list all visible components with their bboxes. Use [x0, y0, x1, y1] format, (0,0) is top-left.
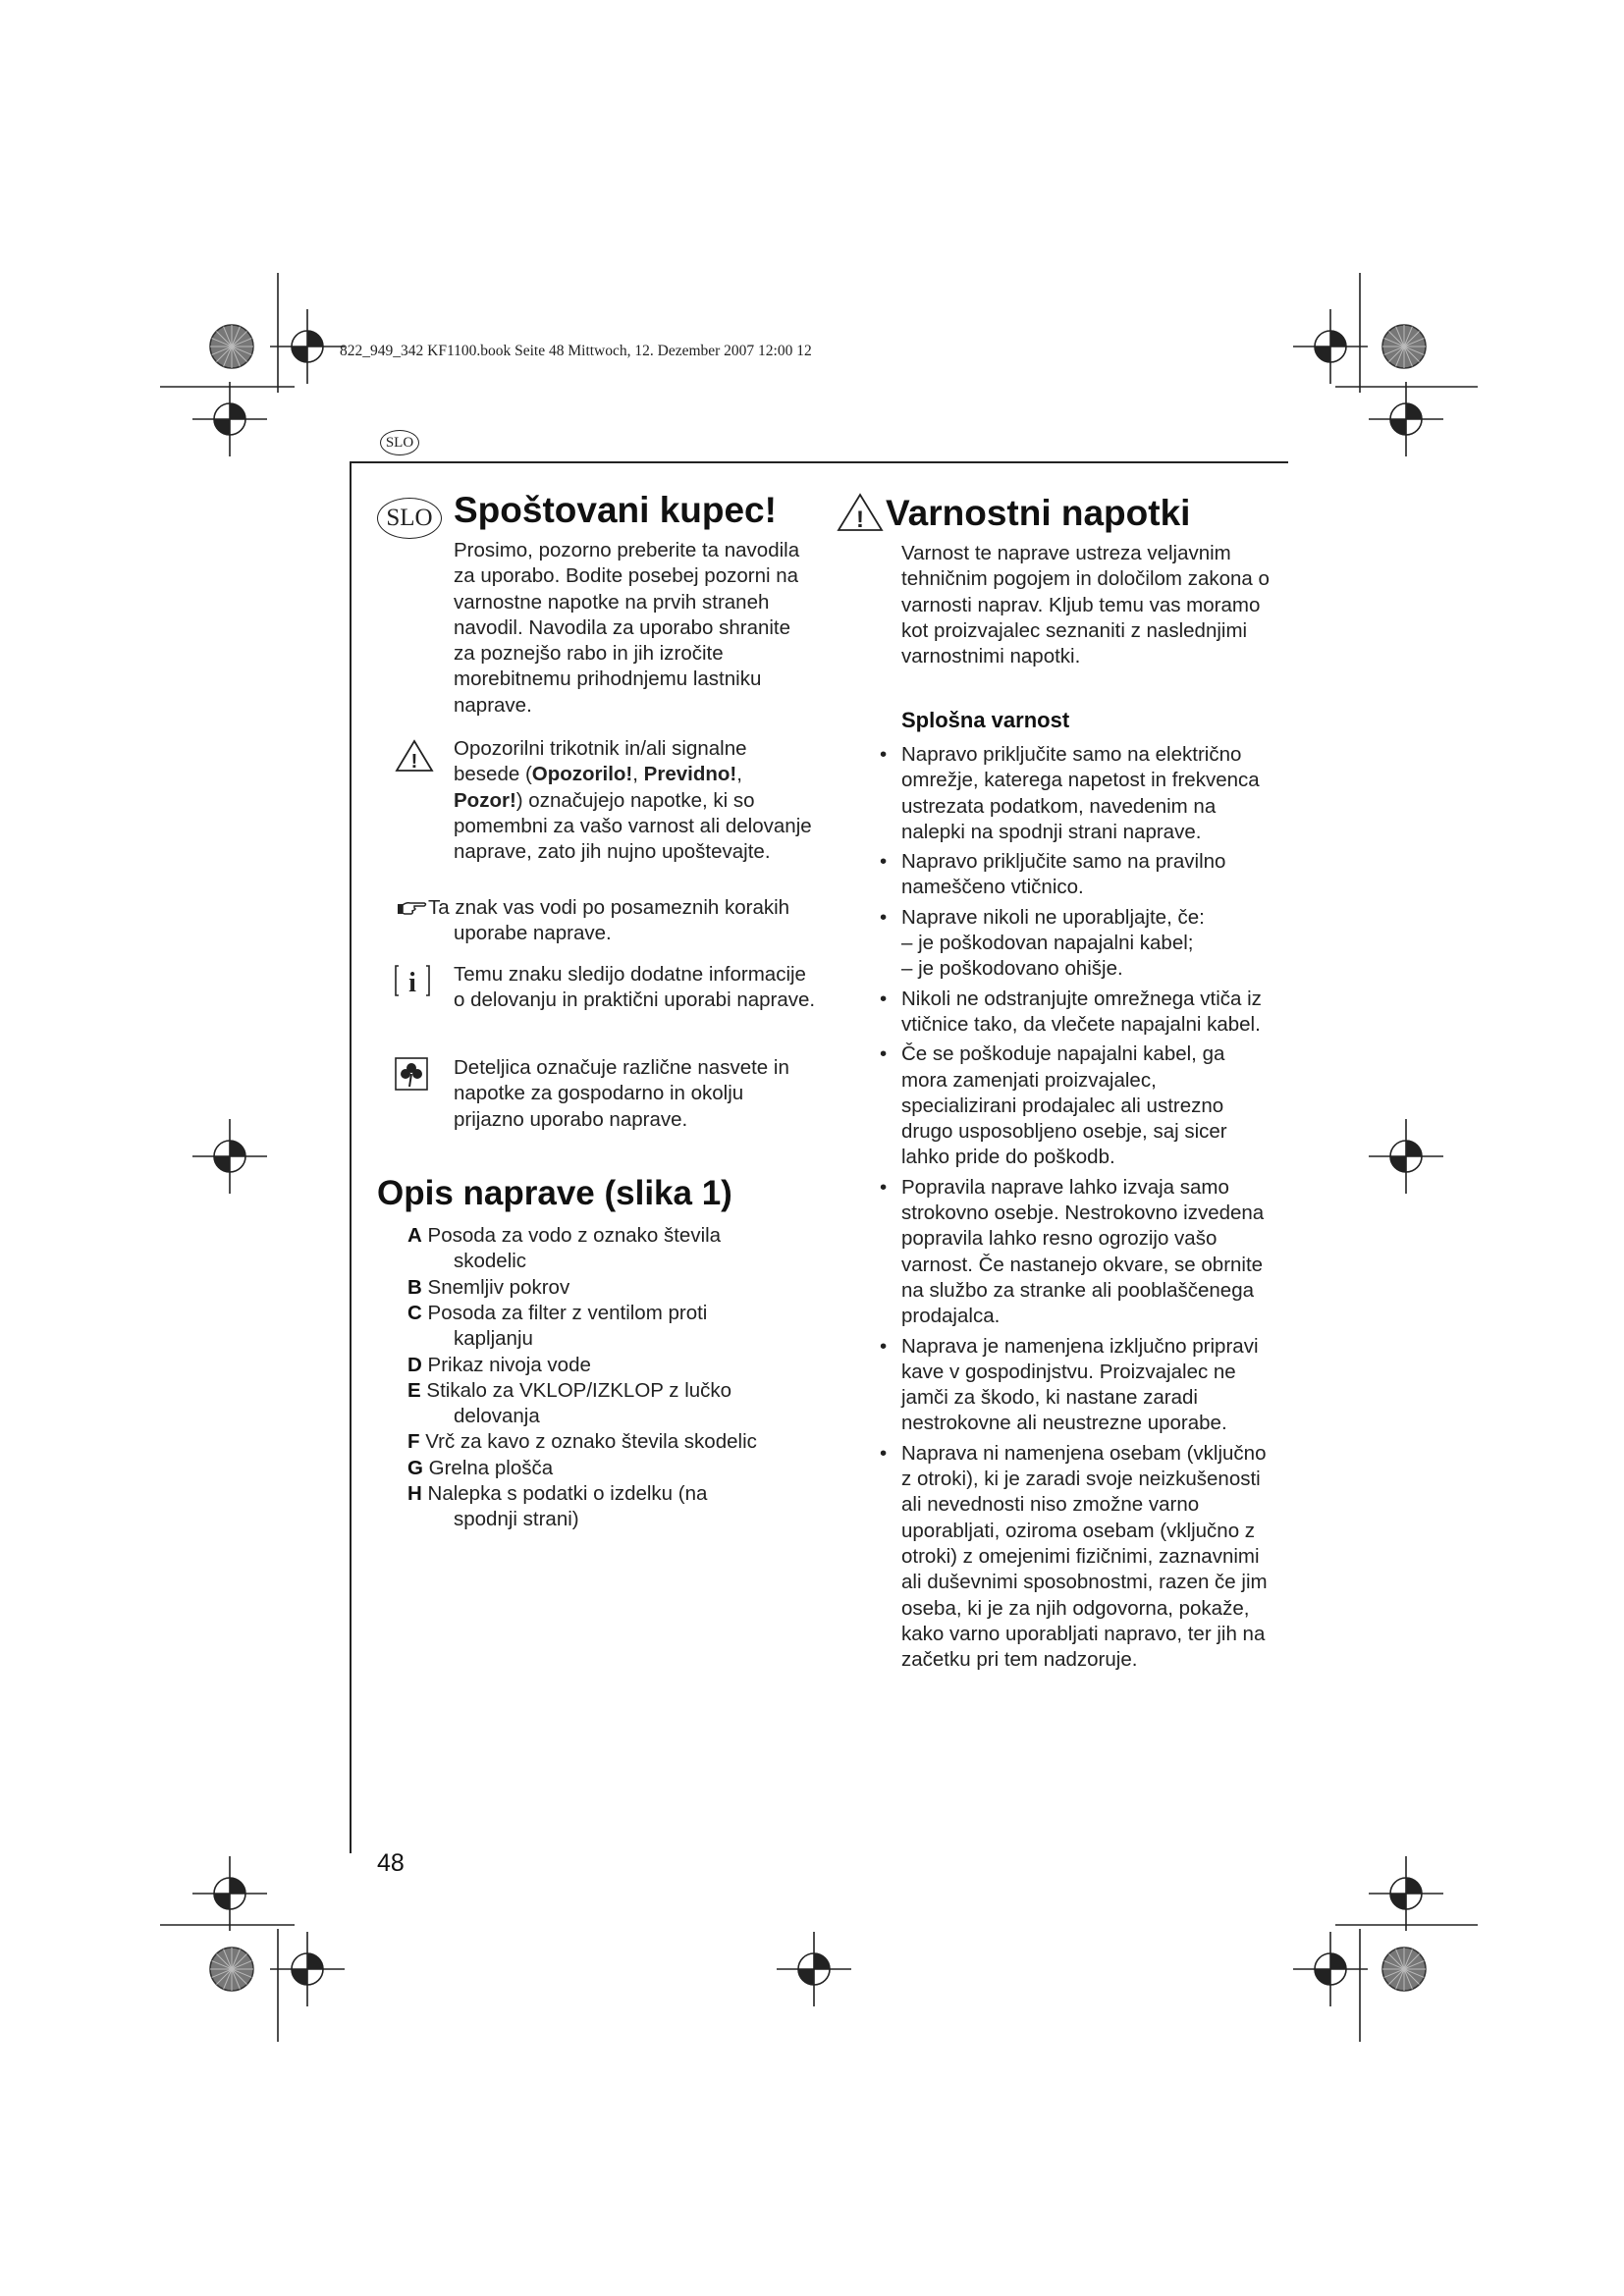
greeting-title: Spoštovani kupec! — [454, 490, 777, 530]
part-letter: F — [407, 1430, 420, 1454]
bullet-dot: • — [880, 850, 888, 874]
safety-bullet — [880, 742, 1274, 845]
svg-text:!: ! — [410, 751, 418, 773]
safety-bullet — [880, 987, 1274, 1039]
part-text-continued: kapljanju — [454, 1327, 533, 1351]
bullet-dot: • — [880, 1441, 888, 1465]
warning-triangle-icon — [837, 493, 884, 537]
bullet-dot: • — [880, 905, 888, 929]
part-text: Posoda za filter z ventilom proti — [427, 1301, 708, 1324]
eco-note: Deteljica označuje različne nasvete in napotke za gospodarno in okolju prijazno uporabo naprave. — [454, 1056, 789, 1131]
part-text: Snemljiv pokrov — [427, 1275, 570, 1299]
page-number: 48 — [377, 1849, 405, 1877]
signal-word-warning: Opozorilo! — [531, 763, 633, 786]
safety-bullet-text: Nikoli ne odstranjujte omrežnega vtiča iz vtičnice tako, da vlečete napajalni kabel. — [901, 987, 1262, 1036]
part-letter: E — [407, 1378, 421, 1402]
safety-bullet-text: Naprava je namenjena izključno pripravi kave v gospodinjstvu. Proizvajalec ne jamči za škodo, ki nastane zaradi nestrokovne ali neustrezne uporabe. — [901, 1334, 1259, 1435]
safety-bullet — [880, 1334, 1274, 1437]
safety-sub-item: – je poškodovan napajalni kabel; — [901, 932, 1194, 955]
header-rule — [350, 461, 1288, 463]
intro-paragraph: Prosimo, pozorno preberite ta navodila za uporabo. Bodite posebej pozorni na varnostne napotke na prvih straneh navodil. Navodila za uporabo shranite za poznejšo rabo in jih izročite morebitnemu prihodnjemu lastniku naprave. — [454, 539, 800, 717]
language-badge: SLO — [380, 430, 419, 455]
part-item — [407, 1429, 820, 1455]
margin-rule — [350, 461, 352, 1853]
bullet-dot: • — [880, 1334, 888, 1358]
bullet-dot: • — [880, 1042, 888, 1066]
part-item — [407, 1223, 820, 1275]
safety-sub-item: – je poškodovano ohišje. — [901, 957, 1123, 981]
svg-text:i: i — [408, 968, 416, 997]
part-text: Prikaz nivoja vode — [427, 1353, 591, 1376]
part-text: Stikalo za VKLOP/IZKLOP z lučko — [426, 1378, 732, 1402]
safety-bullet-text: Popravila naprave lahko izvaja samo strokovno osebje. Nestrokovno izvedena popravila lahko resno ogrozijo vašo varnost. Če nastanejo okvare, se obrnite na službo za stranke ali pooblaščenega prodajalca. — [901, 1175, 1265, 1328]
part-item — [407, 1275, 820, 1301]
bullet-dot: • — [880, 987, 888, 1010]
signal-word-caution: Previdno! — [643, 763, 737, 786]
part-letter: G — [407, 1456, 423, 1479]
part-letter: H — [407, 1482, 422, 1505]
part-letter: A — [407, 1224, 422, 1247]
safety-bullet — [880, 849, 1274, 901]
warning-note: Opozorilni trikotnik in/ali signalne besede (Opozorilo!, Previdno!, Pozor!) označujejo napotke, ki so pomembni za vašo varnost ali delovanje naprave, zato jih nujno upoštevajte. — [454, 737, 812, 864]
part-text-continued: spodnji strani) — [454, 1508, 579, 1531]
part-letter: B — [407, 1275, 422, 1299]
safety-bullet-text: Napravo priključite samo na električno omrežje, katerega napetost in frekvenca ustrezata podatkom, navedenim na nalepki na spodnji strani naprave. — [901, 743, 1260, 843]
safety-bullet — [880, 1041, 1274, 1170]
part-text: Grelna plošča — [428, 1456, 554, 1479]
safety-bullet-text: Če se poškoduje napajalni kabel, ga mora zamenjati proizvajalec, specializirani prodajalec ali ustrezno drugo usposobljeno osebje, saj sicer lahko pride do poškodb. — [901, 1042, 1227, 1169]
svg-text:!: ! — [856, 507, 864, 532]
bullet-dot: • — [880, 1175, 888, 1199]
print-info: 822_949_342 KF1100.book Seite 48 Mittwoch, 12. Dezember 2007 12:00 12 — [340, 343, 812, 359]
hand-note: Ta znak vas vodi po posameznih korakih uporabe naprave. — [428, 896, 790, 945]
part-text-continued: delovanja — [454, 1405, 540, 1428]
safety-bullet-text: Naprava ni namenjena osebam (vključno z otroki), ki je zaradi svoje neizkušenosti ali nevednosti niso zmožne varno uporabljati, oziroma osebam (vključno z otroki) z omejenimi fizičnimi, zaznavnimi ali duševnimi sposobnostmi, razen če jim oseba, ki je za njih odgovorna, pokaže, kako varno uporabljati napravo, ter jih na začetku pri tem nadzoruje. — [901, 1441, 1268, 1672]
part-text: Nalepka s podatki o izdelku (na — [427, 1482, 708, 1505]
part-item — [407, 1353, 820, 1378]
section-title-device-description: Opis naprave (slika 1) — [377, 1174, 732, 1212]
warning-triangle-icon — [395, 739, 434, 777]
part-item — [407, 1378, 820, 1430]
safety-bullet — [880, 1175, 1274, 1330]
safety-bullet — [880, 1441, 1274, 1674]
safety-title: Varnostni napotki — [886, 493, 1191, 533]
part-item — [407, 1456, 820, 1481]
part-letter: C — [407, 1301, 422, 1324]
info-note: Temu znaku sledijo dodatne informacije o delovanju in praktični uporabi naprave. — [454, 963, 816, 1012]
clover-icon — [395, 1057, 428, 1095]
safety-intro: Varnost te naprave ustreza veljavnim tehničnim pogojem in določilom zakona o varnosti naprav. Kljub temu vas moramo kot proizvajalec seznaniti z naslednjimi varnostnimi napotki. — [901, 542, 1270, 668]
safety-bullet-text: Naprave nikoli ne uporabljajte, če: — [901, 905, 1205, 929]
safety-bullets — [880, 742, 1274, 1677]
safety-bullet — [880, 905, 1274, 983]
bullet-dot: • — [880, 743, 888, 766]
part-item — [407, 1481, 820, 1533]
safety-bullet-text: Napravo priključite samo na pravilno nameščeno vtičnico. — [901, 850, 1226, 899]
signal-word-attention: Pozor! — [454, 788, 516, 812]
part-item — [407, 1301, 820, 1353]
pointing-hand-icon — [397, 898, 428, 923]
info-icon — [395, 964, 430, 1002]
general-safety-subtitle: Splošna varnost — [901, 708, 1070, 732]
part-letter: D — [407, 1353, 422, 1376]
part-text: Posoda za vodo z oznako števila — [427, 1224, 722, 1247]
part-text: Vrč za kavo z oznako števila skodelic — [425, 1430, 757, 1454]
title-language-badge: SLO — [377, 498, 442, 539]
part-text-continued: skodelic — [454, 1250, 527, 1273]
